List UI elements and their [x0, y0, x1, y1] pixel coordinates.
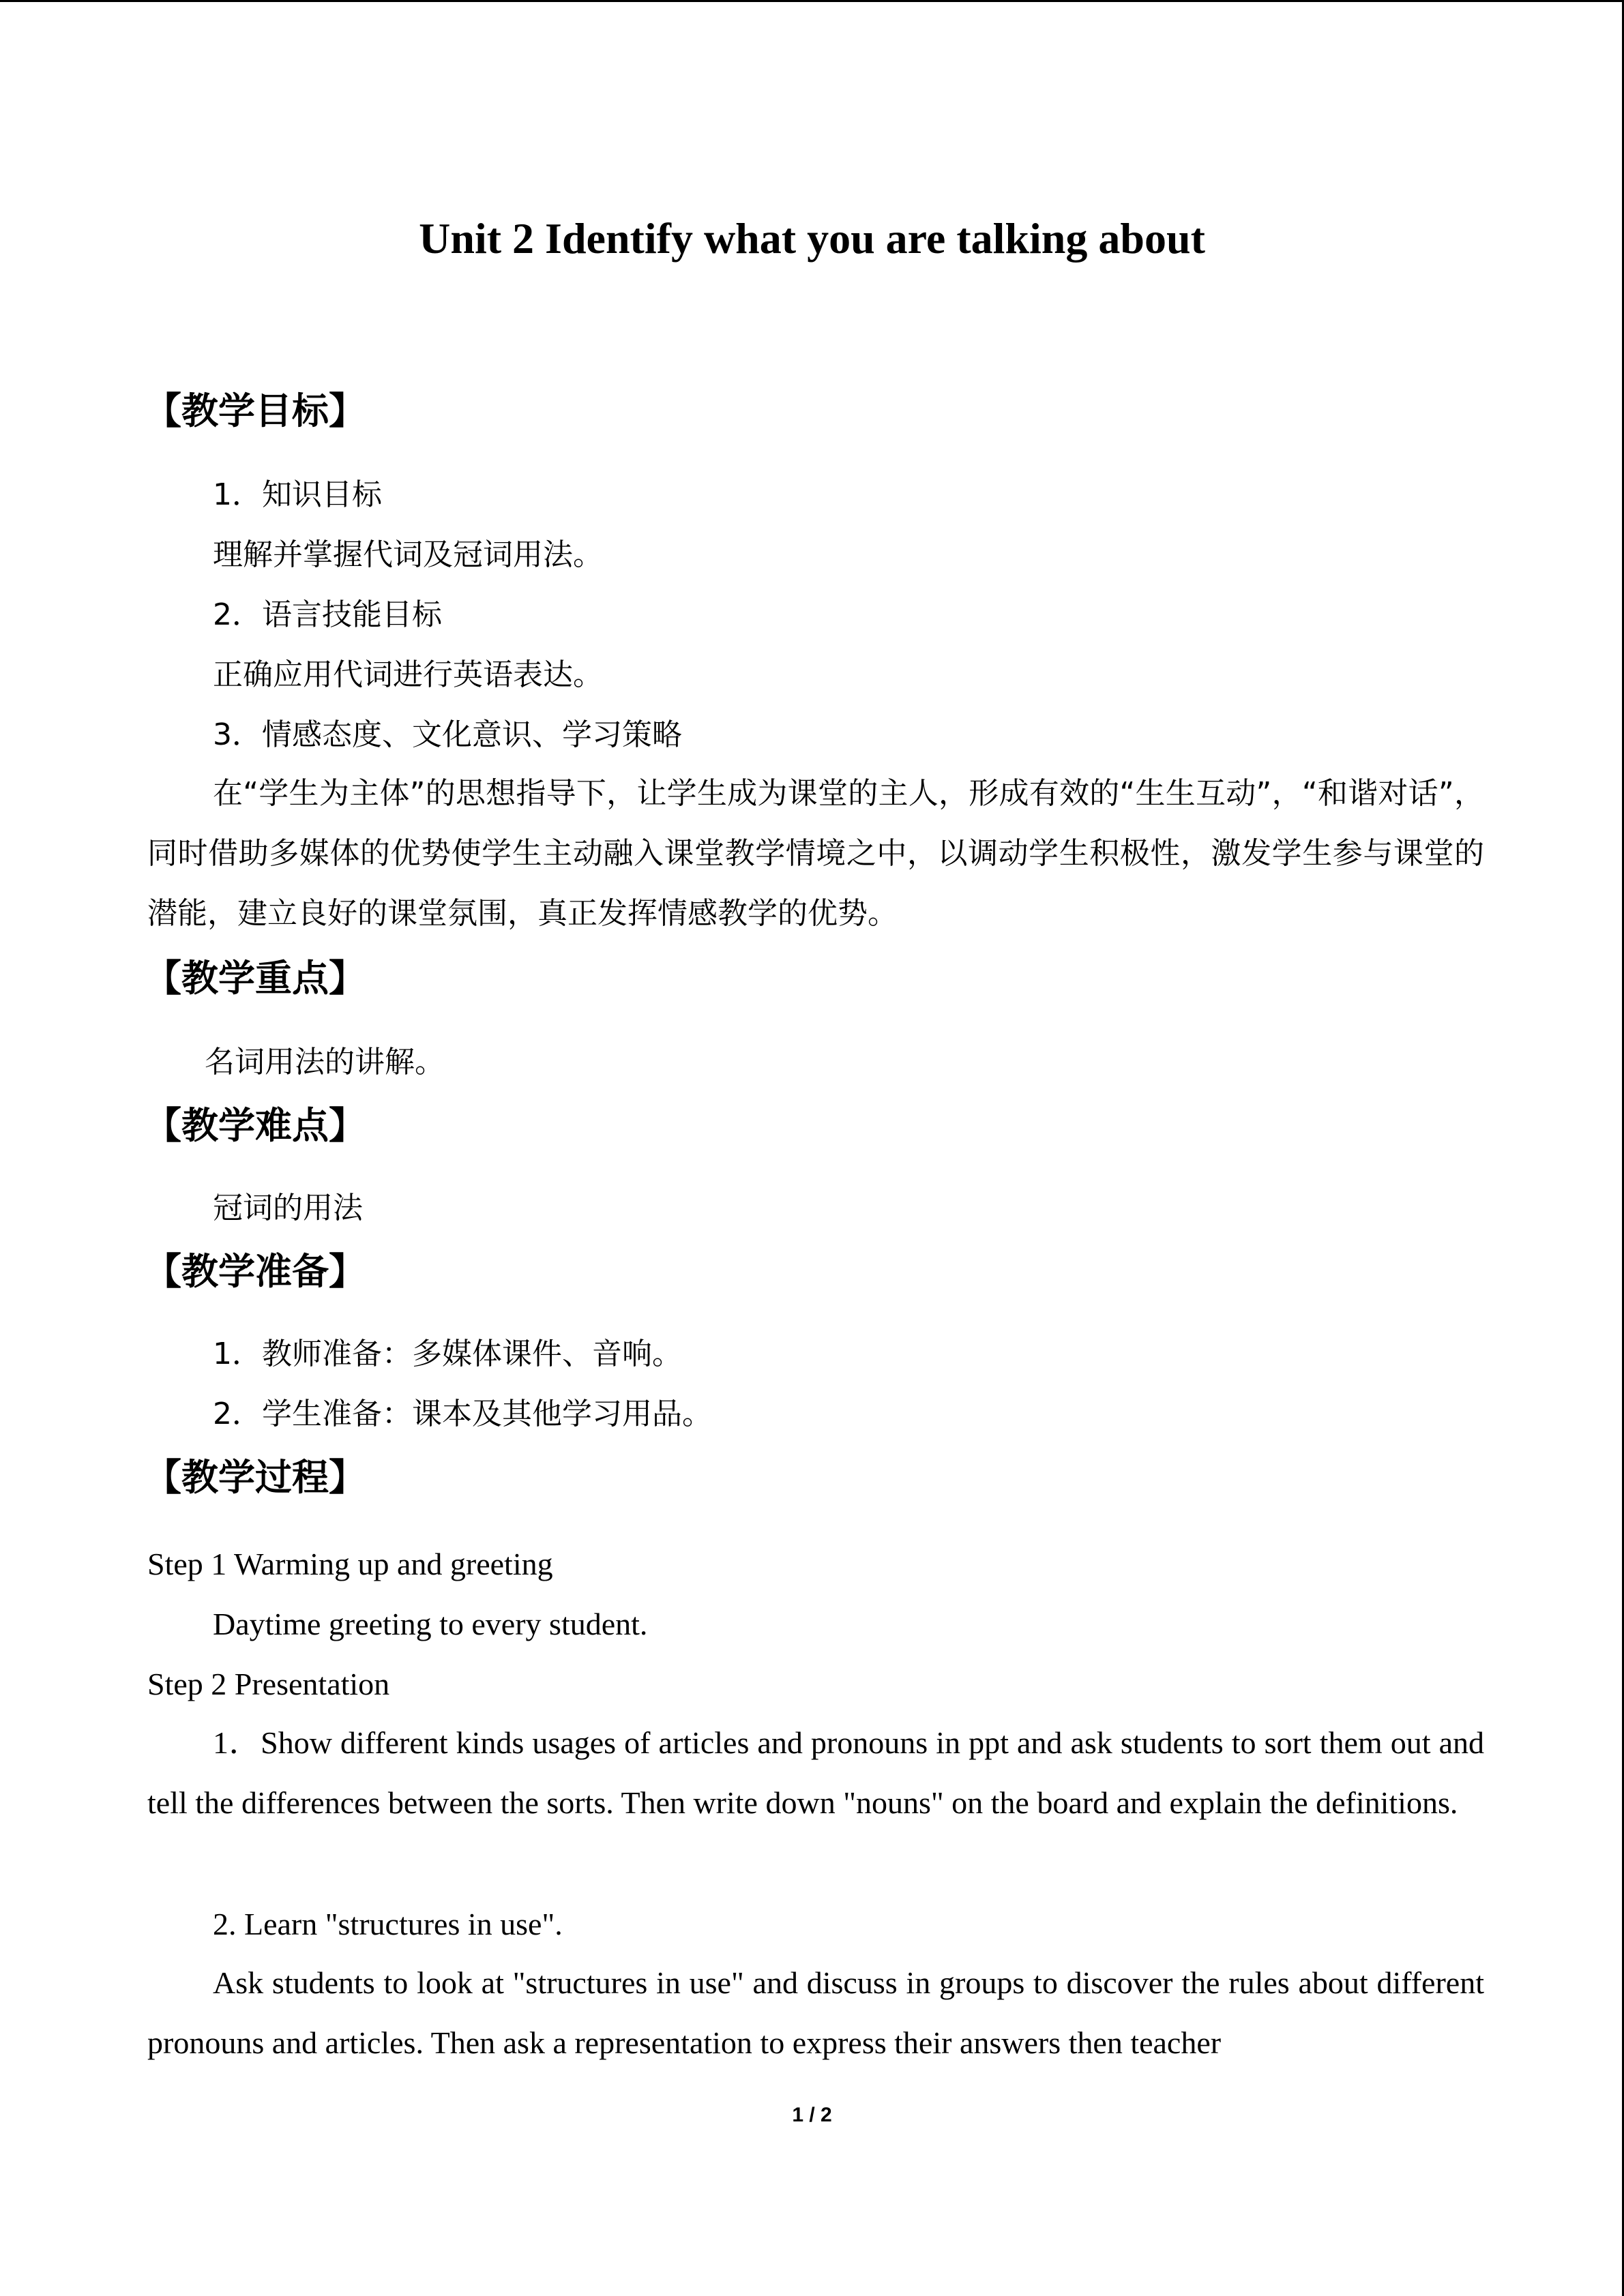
objective-3-title: 3．情感态度、文化意识、学习策略 [213, 717, 682, 752]
objective-1-text: 理解并掌握代词及冠词用法。 [213, 537, 603, 572]
step-1-title: Step 1 Warming up and greeting [147, 1547, 553, 1581]
section-heading-objectives: 【教学目标】 [145, 389, 366, 432]
step-2-title: Step 2 Presentation [147, 1667, 390, 1701]
section-heading-process: 【教学过程】 [145, 1456, 366, 1499]
step-2-item-2-text: Ask students to look at "structures in use" and discuss in groups to discover the rules about different pronouns and articles. Then ask a representation to express their answers then teacher [147, 1965, 1484, 2060]
objective-3-text: 在“学生为主体”的思想指导下，让学生成为课堂的主人，形成有效的“生生互动”，“和谐对话”，同时借助多媒体的优势使学生主动融入课堂教学情境之中，以调动学生积极性，激发学生参与课堂的潜能，建立良好的课堂氛围，真正发挥情感教学的优势。 [147, 776, 1484, 931]
objective-2-title: 2．语言技能目标 [213, 597, 442, 632]
objective-2-text: 正确应用代词进行英语表达。 [213, 657, 603, 692]
section-heading-key-points: 【教学重点】 [145, 957, 366, 1000]
page-border-top [0, 0, 1624, 2]
section-heading-difficulties: 【教学难点】 [145, 1104, 366, 1147]
page-number: 1 / 2 [792, 2104, 832, 2126]
step-2-item-2: 2. Learn "structures in use". [213, 1907, 563, 1941]
objective-1-title: 1．知识目标 [213, 477, 382, 512]
preparation-item-2: 2．学生准备：课本及其他学习用品。 [213, 1397, 712, 1431]
section-heading-preparation: 【教学准备】 [145, 1250, 366, 1293]
key-points-text: 名词用法的讲解。 [205, 1045, 445, 1079]
step-2-item-1: 1．Show different kinds usages of articles and pronouns in ppt and ask students to sort them out and tell the differences between the sorts. Then write down "nouns" on the board and explain the definitions. [147, 1725, 1484, 1820]
step-1-text: Daytime greeting to every student. [213, 1607, 648, 1641]
preparation-item-1: 1．教师准备：多媒体课件、音响。 [213, 1337, 682, 1371]
difficulties-text: 冠词的用法 [213, 1191, 363, 1225]
document-title: Unit 2 Identify what you are talking about [419, 214, 1205, 263]
